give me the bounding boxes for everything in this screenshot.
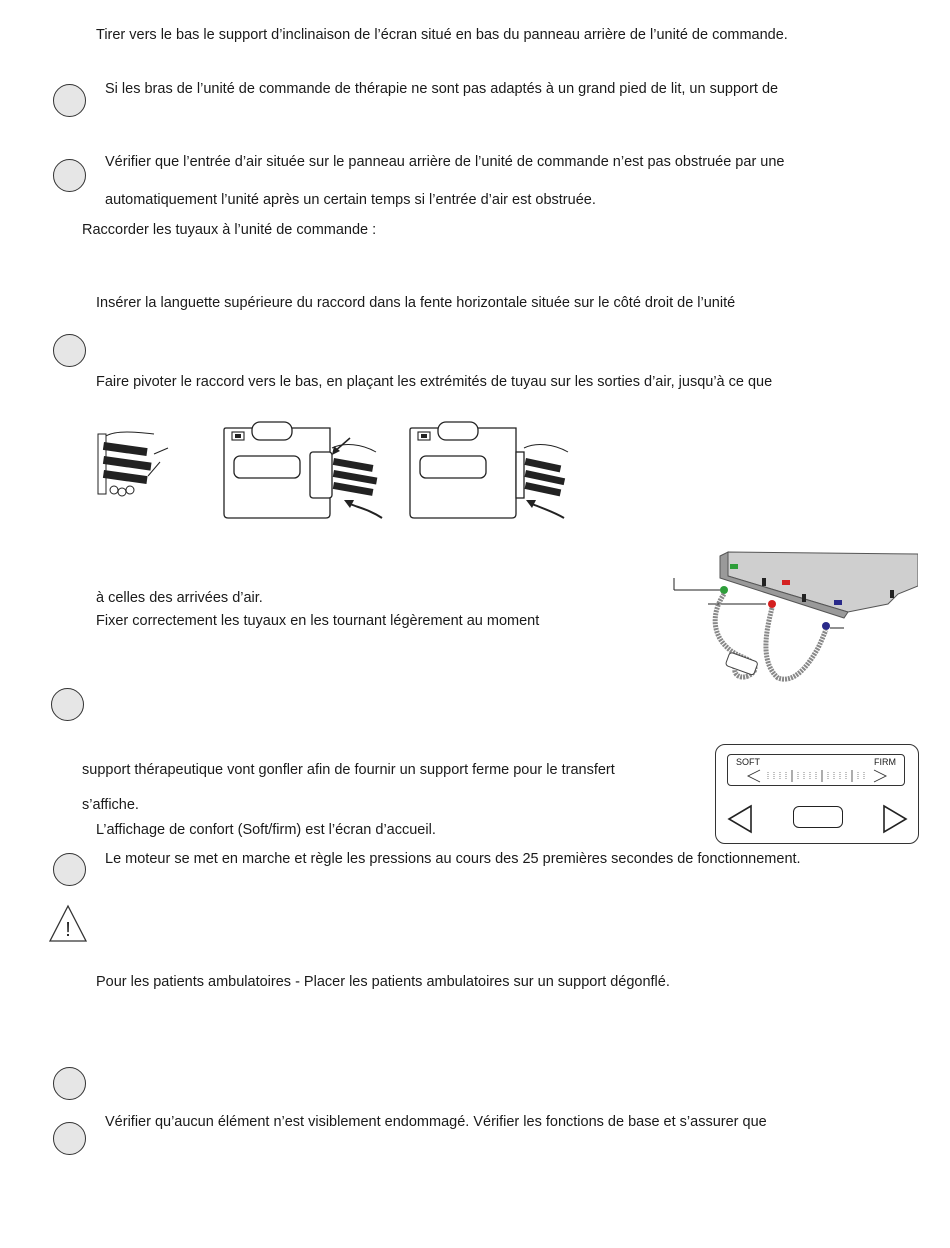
text-line: Insérer la languette supérieure du raccord dans la fente horizontale située sur le côté droit de l’unité	[96, 295, 736, 311]
text-line: Le moteur se met en marche et règle les pressions au cours des 25 premières secondes de fonctionnement.	[105, 851, 801, 867]
step-circle-icon	[53, 1122, 86, 1155]
text-line: s’affiche.	[82, 797, 139, 813]
text-line: Pour les patients ambulatoires - Placer les patients ambulatoires sur un support dégonflé.	[96, 974, 670, 990]
firm-label: FIRM	[874, 757, 896, 767]
text-line: Raccorder les tuyaux à l’unité de commande :	[82, 222, 377, 238]
step-circle-icon	[53, 334, 86, 367]
text-line: Faire pivoter le raccord vers le bas, en plaçant les extrémités de tuyau sur les sorties d’air, jusqu’à ce que	[96, 374, 773, 390]
control-unit-connector-illustration	[222, 418, 392, 522]
arrow-right-icon[interactable]	[882, 804, 908, 834]
text-line: Si les bras de l’unité de commande de thérapie ne sont pas adaptés à un grand pied de lit, un support de	[105, 81, 779, 97]
text-line: Vérifier qu’aucun élément n’est visiblement endommagé. Vérifier les fonctions de base et s’assurer que	[105, 1114, 767, 1130]
step-circle-icon	[51, 688, 84, 721]
text-line: Fixer correctement les tuyaux en les tournant légèrement au moment	[96, 613, 540, 629]
text-line: Vérifier que l’entrée d’air située sur le panneau arrière de l’unité de commande n’est pas obstruée par une	[105, 154, 785, 170]
step-circle-icon	[53, 159, 86, 192]
step-circle-icon	[53, 853, 86, 886]
mattress-tubes-illustration	[668, 548, 918, 688]
svg-text:!: !	[65, 919, 71, 941]
select-button[interactable]	[793, 806, 843, 828]
text-line: Tirer vers le bas le support d’inclinaison de l’écran situé en bas du panneau arrière de l’unité de commande.	[96, 27, 788, 43]
text-line: automatiquement l’unité après un certain temps si l’entrée d’air est obstruée.	[105, 192, 596, 208]
step-circle-icon	[53, 1067, 86, 1100]
comfort-scale-icon	[746, 769, 888, 783]
connector-hand-illustration	[94, 426, 174, 506]
soft-firm-display-panel	[715, 744, 919, 844]
lcd-screen	[727, 754, 905, 786]
arrow-left-icon[interactable]	[727, 804, 753, 834]
soft-label: SOFT	[736, 757, 760, 767]
text-line: L’affichage de confort (Soft/firm) est l’écran d’accueil.	[96, 822, 436, 838]
warning-triangle-icon	[48, 903, 88, 943]
step-circle-icon	[53, 84, 86, 117]
text-line: support thérapeutique vont gonfler afin de fournir un support ferme pour le transfert	[82, 762, 615, 778]
text-line: à celles des arrivées d’air.	[96, 590, 263, 606]
control-unit-pivot-illustration	[408, 418, 578, 522]
